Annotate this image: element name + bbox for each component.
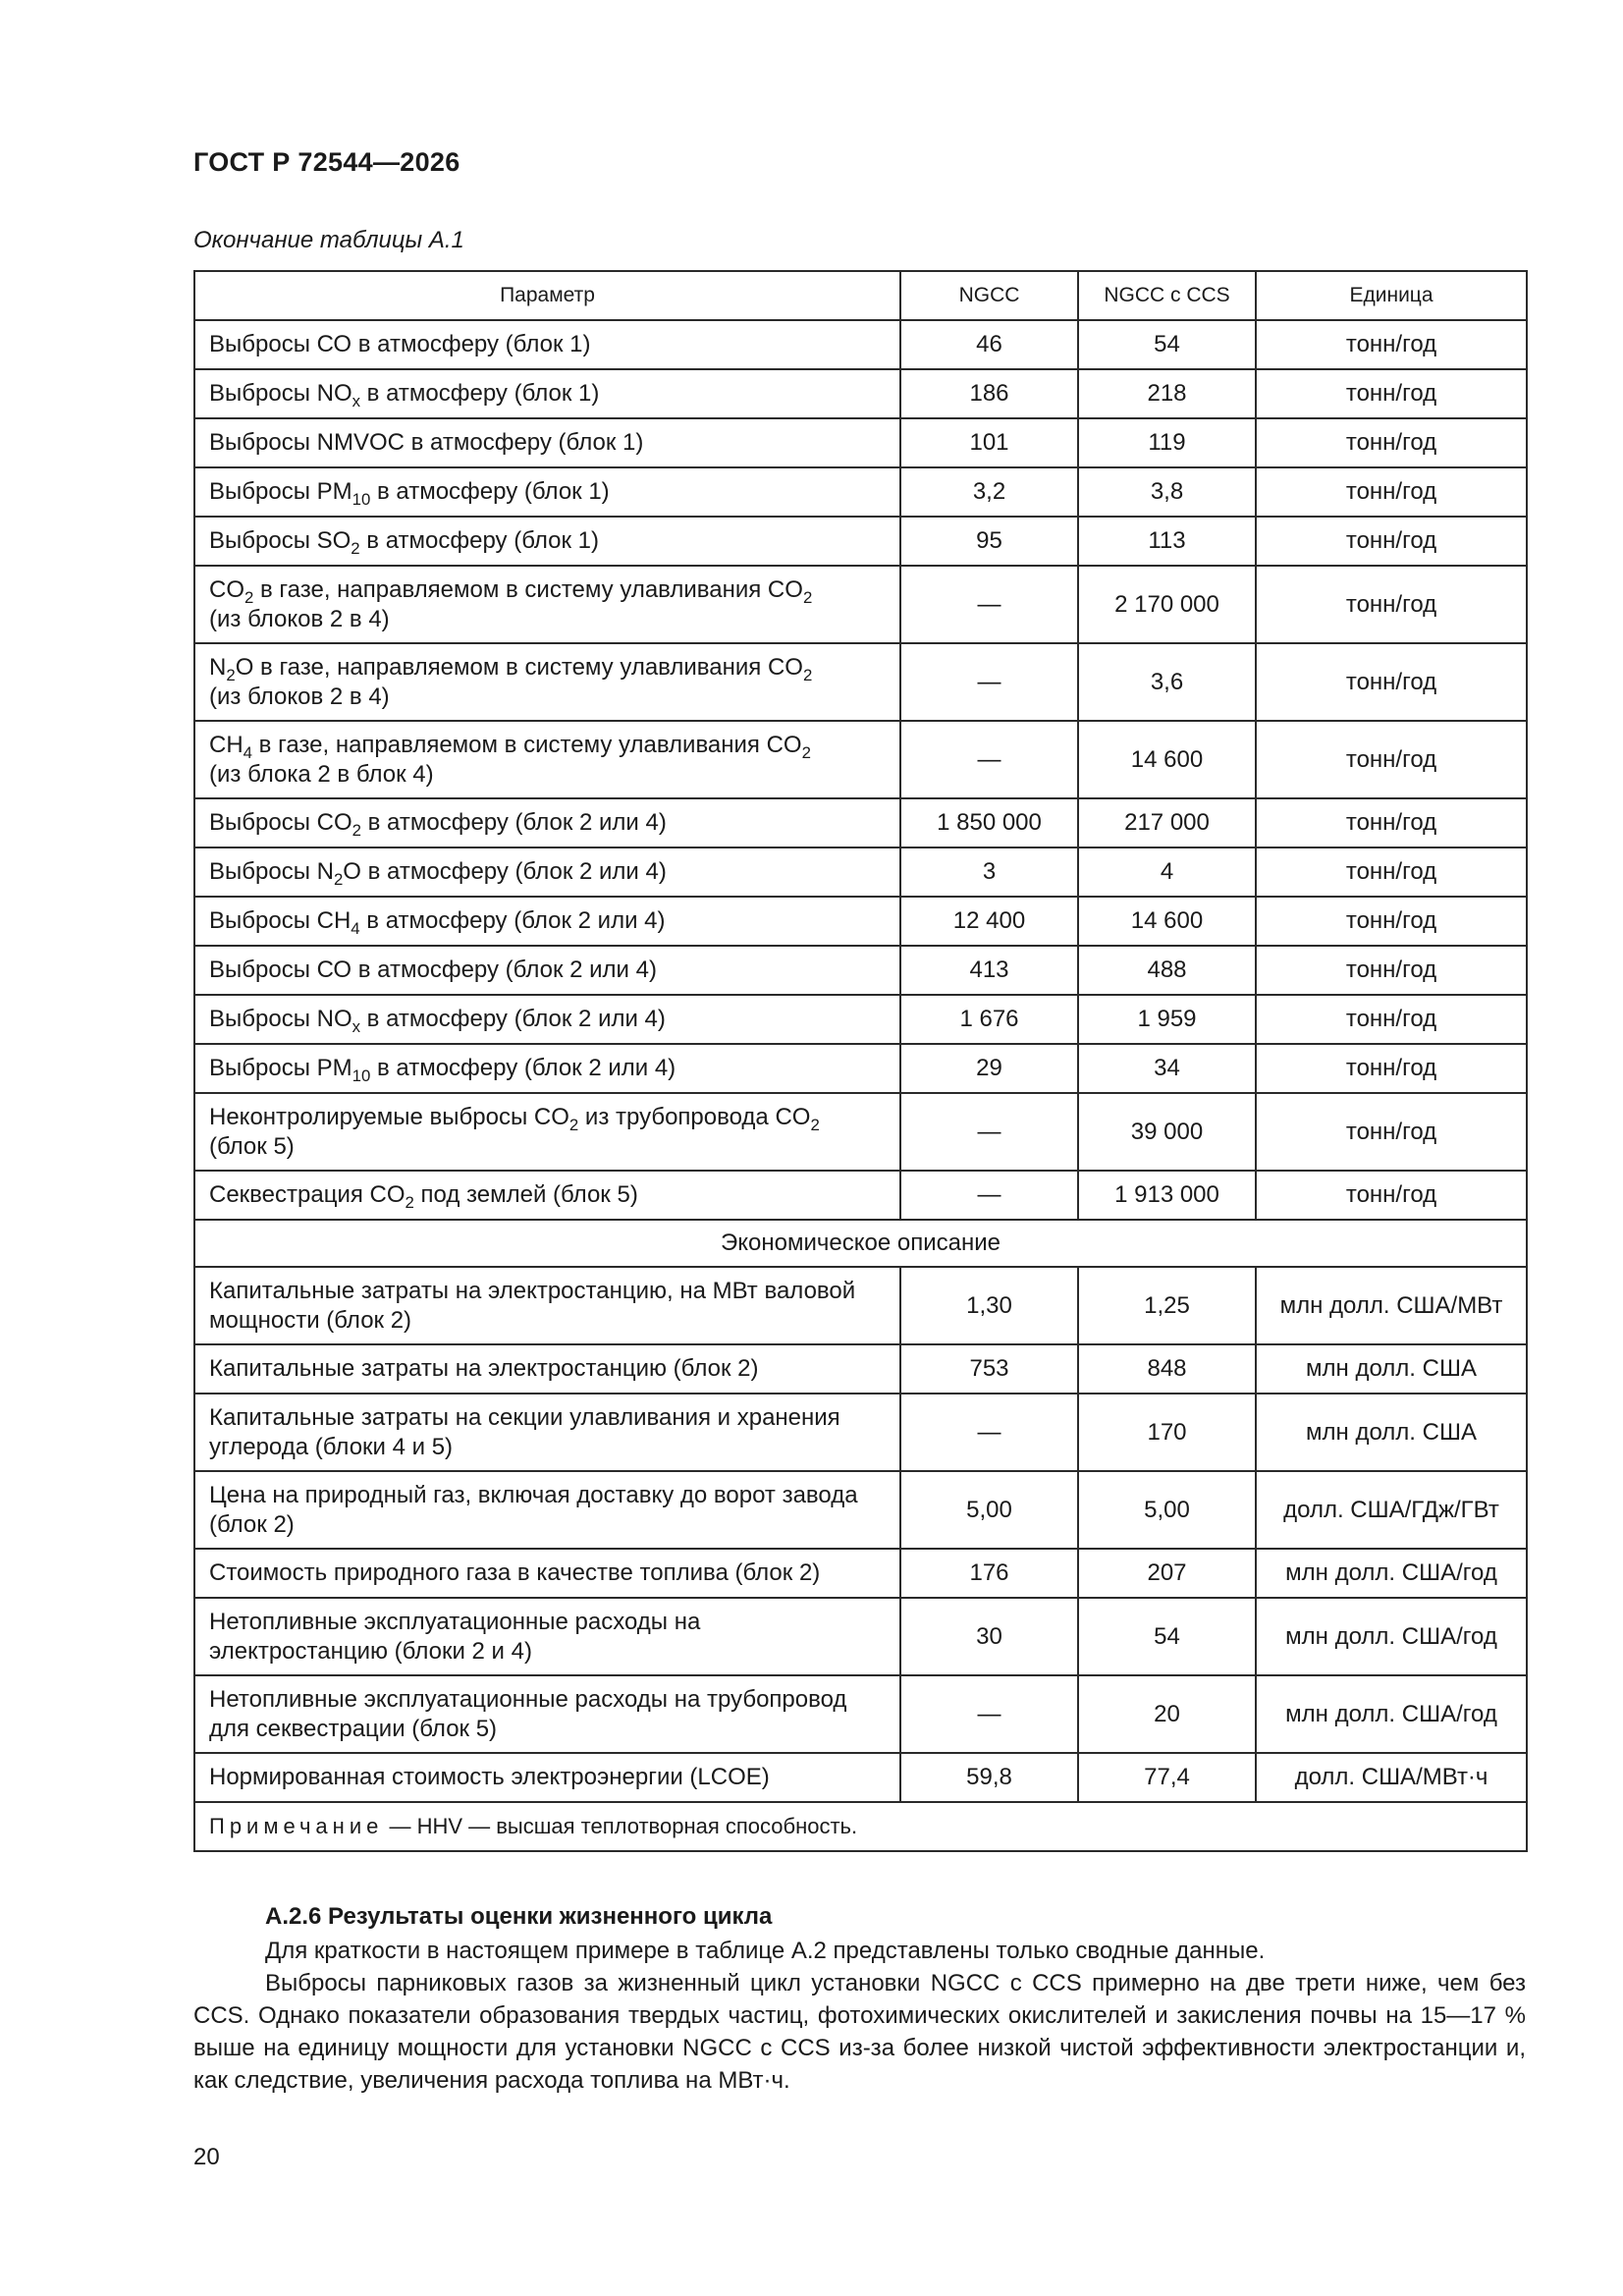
cell-parameter: Выбросы СО в атмосферу (блок 2 или 4)	[194, 946, 900, 995]
cell-parameter: Нормированная стоимость электроэнергии (LCOE)	[194, 1753, 900, 1802]
table-row	[194, 1471, 1527, 1549]
table-row	[194, 1093, 1527, 1171]
cell-parameter: Нетопливные эксплуатационные расходы на электростанцию (блоки 2 и 4)	[194, 1598, 900, 1675]
cell-ngcc-ccs: 170	[1078, 1394, 1256, 1471]
cell-ngcc-ccs: 217 000	[1078, 798, 1256, 847]
cell-ngcc-ccs: 34	[1078, 1044, 1256, 1093]
table-row	[194, 320, 1527, 369]
cell-parameter: Выбросы $PM_{10}$ в атмосферу (блок 2 или 4)	[194, 1044, 900, 1093]
cell-ngcc: 753	[900, 1344, 1078, 1394]
cell-parameter: Стоимость природного газа в качестве топлива (блок 2)	[194, 1549, 900, 1598]
cell-ngcc-ccs: 77,4	[1078, 1753, 1256, 1802]
cell-ngcc-ccs: 4	[1078, 847, 1256, 897]
cell-unit: тонн/год	[1256, 517, 1527, 566]
table-row	[194, 1344, 1527, 1394]
page-number: 20	[193, 2144, 220, 2170]
cell-unit: тонн/год	[1256, 798, 1527, 847]
cell-unit: млн долл. США/МВт	[1256, 1267, 1527, 1344]
cell-parameter: Выбросы NMVOC в атмосферу (блок 1)	[194, 418, 900, 467]
cell-ngcc-ccs: 113	[1078, 517, 1256, 566]
cell-parameter: Секвестрация $CO_2$ под землей (блок 5)	[194, 1171, 900, 1220]
cell-ngcc: 5,00	[900, 1471, 1078, 1549]
cell-parameter: Капитальные затраты на секции улавливания и хранения углерода (блоки 4 и 5)	[194, 1394, 900, 1471]
table-row	[194, 721, 1527, 798]
table-row	[194, 1394, 1527, 1471]
cell-unit: тонн/год	[1256, 897, 1527, 946]
table-row	[194, 995, 1527, 1044]
cell-parameter: Выбросы $NO_x$ в атмосферу (блок 2 или 4)	[194, 995, 900, 1044]
table-row	[194, 946, 1527, 995]
cell-unit: долл. США/МВт·ч	[1256, 1753, 1527, 1802]
cell-ngcc: 1,30	[900, 1267, 1078, 1344]
column-header-ngcc-ccs: NGCC с CCS	[1078, 271, 1256, 320]
cell-ngcc-ccs: 3,8	[1078, 467, 1256, 517]
table-row	[194, 467, 1527, 517]
cell-unit: тонн/год	[1256, 995, 1527, 1044]
cell-ngcc: 3,2	[900, 467, 1078, 517]
cell-ngcc: 12 400	[900, 897, 1078, 946]
cell-parameter: Капитальные затраты на электростанцию, на МВт валовой мощности (блок 2)	[194, 1267, 900, 1344]
cell-ngcc-ccs: 3,6	[1078, 643, 1256, 721]
cell-parameter: $CO_2$ в газе, направляемом в систему улавливания $CO_2$ (из блоков 2 в 4)	[194, 566, 900, 643]
cell-parameter: Выбросы $SO_2$ в атмосферу (блок 1)	[194, 517, 900, 566]
cell-ngcc: 413	[900, 946, 1078, 995]
cell-ngcc-ccs: 1 959	[1078, 995, 1256, 1044]
cell-parameter: Выбросы $N_2O$ в атмосферу (блок 2 или 4)	[194, 847, 900, 897]
column-header-parameter: Параметр	[194, 271, 900, 320]
table-row	[194, 418, 1527, 467]
table-note	[194, 1802, 1527, 1851]
cell-parameter: Выбросы $PM_{10}$ в атмосферу (блок 1)	[194, 467, 900, 517]
cell-unit: тонн/год	[1256, 946, 1527, 995]
table-row	[194, 1675, 1527, 1753]
cell-ngcc-ccs: 119	[1078, 418, 1256, 467]
table-row	[194, 1044, 1527, 1093]
table-note-row	[194, 1802, 1527, 1851]
cell-unit: тонн/год	[1256, 467, 1527, 517]
cell-ngcc-ccs: 207	[1078, 1549, 1256, 1598]
document-header: ГОСТ Р 72544—2026	[193, 147, 460, 177]
cell-unit: тонн/год	[1256, 418, 1527, 467]
note-label: Примечание	[209, 1814, 384, 1838]
cell-unit: млн долл. США/год	[1256, 1598, 1527, 1675]
table-row	[194, 1549, 1527, 1598]
cell-parameter: Цена на природный газ, включая доставку до ворот завода (блок 2)	[194, 1471, 900, 1549]
cell-ngcc: 29	[900, 1044, 1078, 1093]
cell-ngcc: 30	[900, 1598, 1078, 1675]
cell-ngcc: 1 850 000	[900, 798, 1078, 847]
cell-ngcc: 59,8	[900, 1753, 1078, 1802]
table-row	[194, 847, 1527, 897]
table-header-row	[194, 271, 1527, 320]
column-header-unit: Единица	[1256, 271, 1527, 320]
section-body	[193, 1935, 1526, 2097]
table-row	[194, 897, 1527, 946]
table-row	[194, 643, 1527, 721]
cell-unit: долл. США/ГДж/ГВт	[1256, 1471, 1527, 1549]
paragraph: Выбросы парниковых газов за жизненный цикл установки NGCC с CCS примерно на две трети ниже, чем без CCS. Однако показатели образования твердых частиц, фотохимических окислителей и закисления почвы на 15—17 % выше на единицу мощности для установки NGCC с CCS из-за более низкой чистой эффективности электростанции и, как следствие, увеличения расхода топлива на МВт·ч.	[193, 1970, 1526, 2094]
cell-unit: млн долл. США/год	[1256, 1675, 1527, 1753]
data-table	[193, 270, 1528, 1852]
column-header-ngcc: NGCC	[900, 271, 1078, 320]
cell-parameter: Выбросы $NO_x$ в атмосферу (блок 1)	[194, 369, 900, 418]
cell-ngcc: —	[900, 566, 1078, 643]
cell-ngcc: 95	[900, 517, 1078, 566]
cell-ngcc: —	[900, 1171, 1078, 1220]
section-label: Экономическое описание	[194, 1220, 1527, 1267]
cell-unit: тонн/год	[1256, 320, 1527, 369]
table-caption: Окончание таблицы А.1	[193, 227, 464, 253]
cell-parameter: Выбросы $CO_2$ в атмосферу (блок 2 или 4)	[194, 798, 900, 847]
table-row	[194, 1267, 1527, 1344]
note-text: — HHV — высшая теплотворная способность.	[383, 1814, 858, 1838]
cell-unit: млн долл. США	[1256, 1344, 1527, 1394]
cell-ngcc: 101	[900, 418, 1078, 467]
cell-parameter: Выбросы СО в атмосферу (блок 1)	[194, 320, 900, 369]
cell-unit: тонн/год	[1256, 369, 1527, 418]
cell-ngcc-ccs: 39 000	[1078, 1093, 1256, 1171]
table-row	[194, 1753, 1527, 1802]
cell-ngcc-ccs: 14 600	[1078, 897, 1256, 946]
cell-ngcc-ccs: 54	[1078, 320, 1256, 369]
section-heading: А.2.6 Результаты оценки жизненного цикла	[265, 1903, 773, 1930]
cell-parameter: $CH_4$ в газе, направляемом в систему улавливания $CO_2$ (из блока 2 в блок 4)	[194, 721, 900, 798]
cell-ngcc: 1 676	[900, 995, 1078, 1044]
cell-unit: тонн/год	[1256, 566, 1527, 643]
table-row	[194, 1171, 1527, 1220]
cell-unit: тонн/год	[1256, 643, 1527, 721]
cell-unit: тонн/год	[1256, 1171, 1527, 1220]
table-row	[194, 566, 1527, 643]
cell-ngcc-ccs: 1,25	[1078, 1267, 1256, 1344]
cell-ngcc: —	[900, 1675, 1078, 1753]
table-row	[194, 517, 1527, 566]
cell-ngcc: —	[900, 643, 1078, 721]
cell-parameter: Капитальные затраты на электростанцию (блок 2)	[194, 1344, 900, 1394]
cell-unit: тонн/год	[1256, 721, 1527, 798]
cell-ngcc: —	[900, 721, 1078, 798]
cell-unit: тонн/год	[1256, 847, 1527, 897]
table-section-row	[194, 1220, 1527, 1267]
cell-unit: млн долл. США	[1256, 1394, 1527, 1471]
cell-unit: тонн/год	[1256, 1044, 1527, 1093]
cell-unit: тонн/год	[1256, 1093, 1527, 1171]
cell-parameter: Выбросы $CH_4$ в атмосферу (блок 2 или 4)	[194, 897, 900, 946]
cell-ngcc-ccs: 5,00	[1078, 1471, 1256, 1549]
cell-ngcc-ccs: 488	[1078, 946, 1256, 995]
cell-ngcc: —	[900, 1093, 1078, 1171]
cell-ngcc: 176	[900, 1549, 1078, 1598]
table-row	[194, 369, 1527, 418]
table-row	[194, 1598, 1527, 1675]
cell-ngcc-ccs: 848	[1078, 1344, 1256, 1394]
cell-parameter: Нетопливные эксплуатационные расходы на трубопровод для секвестрации (блок 5)	[194, 1675, 900, 1753]
table-body	[194, 320, 1527, 1802]
cell-ngcc-ccs: 54	[1078, 1598, 1256, 1675]
cell-ngcc: 3	[900, 847, 1078, 897]
cell-parameter: Неконтролируемые выбросы $CO_2$ из трубопровода $CO_2$ (блок 5)	[194, 1093, 900, 1171]
cell-ngcc-ccs: 20	[1078, 1675, 1256, 1753]
cell-ngcc-ccs: 1 913 000	[1078, 1171, 1256, 1220]
paragraph: Для краткости в настоящем примере в таблице А.2 представлены только сводные данные.	[265, 1938, 1266, 1964]
cell-ngcc-ccs: 218	[1078, 369, 1256, 418]
cell-ngcc: —	[900, 1394, 1078, 1471]
cell-ngcc: 46	[900, 320, 1078, 369]
cell-parameter: $N_2O$ в газе, направляемом в систему улавливания $CO_2$ (из блоков 2 в 4)	[194, 643, 900, 721]
cell-ngcc: 186	[900, 369, 1078, 418]
cell-unit: млн долл. США/год	[1256, 1549, 1527, 1598]
table-row	[194, 798, 1527, 847]
cell-ngcc-ccs: 2 170 000	[1078, 566, 1256, 643]
cell-ngcc-ccs: 14 600	[1078, 721, 1256, 798]
